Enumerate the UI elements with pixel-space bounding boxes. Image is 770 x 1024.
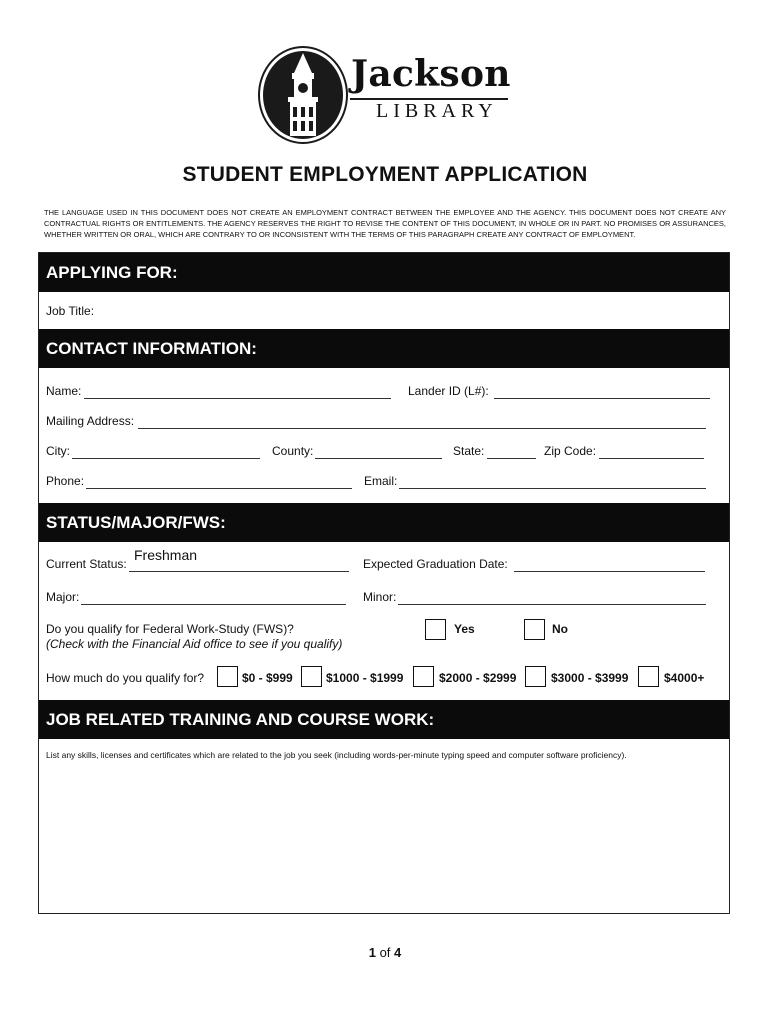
current-status-field[interactable] xyxy=(129,571,349,572)
range-4000-plus-checkbox[interactable] xyxy=(638,666,659,687)
major-field[interactable] xyxy=(81,604,346,605)
name-field[interactable] xyxy=(84,398,391,399)
range-1000-1999-checkbox[interactable] xyxy=(301,666,322,687)
fws-note: (Check with the Financial Aid office to see if you qualify) xyxy=(46,637,343,651)
phone-field[interactable] xyxy=(86,488,352,489)
county-label: County: xyxy=(272,444,314,458)
city-field[interactable] xyxy=(72,458,260,459)
current-status-label: Current Status: xyxy=(46,557,127,571)
city-label: City: xyxy=(46,444,70,458)
fws-no-label: No xyxy=(552,622,568,636)
page-title: STUDENT EMPLOYMENT APPLICATION xyxy=(182,163,588,186)
training-textarea[interactable] xyxy=(44,768,724,908)
page-total: 4 xyxy=(394,945,402,960)
graduation-date-label: Expected Graduation Date: xyxy=(363,557,508,571)
phone-label: Phone: xyxy=(46,474,85,488)
range-label: $0 - $999 xyxy=(242,671,293,685)
email-field[interactable] xyxy=(399,488,706,489)
job-title-label: Job Title: xyxy=(46,304,95,318)
section-header-applying: APPLYING FOR: xyxy=(39,253,729,292)
zip-label: Zip Code: xyxy=(544,444,597,458)
library-logo xyxy=(258,45,518,145)
current-status-value: Freshman xyxy=(134,547,198,563)
lander-id-field[interactable] xyxy=(494,398,710,399)
minor-label: Minor: xyxy=(363,590,397,604)
name-label: Name: xyxy=(46,384,82,398)
range-label: $3000 - $3999 xyxy=(551,671,629,685)
state-field[interactable] xyxy=(487,458,536,459)
zip-field[interactable] xyxy=(599,458,704,459)
range-label: $4000+ xyxy=(664,671,705,685)
page-current: 1 xyxy=(368,945,376,960)
range-label: $2000 - $2999 xyxy=(439,671,517,685)
job-title-field[interactable] xyxy=(103,317,703,318)
range-label: $1000 - $1999 xyxy=(326,671,404,685)
page-of: of xyxy=(379,945,391,960)
range-0-999-checkbox[interactable] xyxy=(217,666,238,687)
logo-wordmark: Jackson xyxy=(351,53,511,95)
fws-yes-label: Yes xyxy=(454,622,475,636)
email-label: Email: xyxy=(364,474,398,488)
mailing-address-label: Mailing Address: xyxy=(46,414,135,428)
application-form xyxy=(38,252,730,914)
disclaimer-text: THE LANGUAGE USED IN THIS DOCUMENT DOES NOT CREATE AN EMPLOYMENT CONTRACT BETWEEN THE EMPLOYEE AND THE AGENCY. THIS DOCUMENT DOES NOT CREATE ANY CONTRACTUAL RIGHTS OR ENTITLEMENTS. THE AGENCY RESERVES THE RIGHT TO REVISE THE CONTENT OF THIS DOCUMENT, IN WHOLE OR IN PART. NO PROMISES OR ASSURANCES, WHETHER WRITTEN OR ORAL, WHICH ARE CONTRARY TO OR INCONSISTENT WITH THE TERMS OF THIS PARAGRAPH CREATE ANY CONTRACT OF EMPLOYMENT. xyxy=(44,208,726,239)
lander-id-label: Lander ID (L#): xyxy=(408,384,489,398)
section-header-contact: CONTACT INFORMATION: xyxy=(39,329,729,368)
fws-no-checkbox[interactable] xyxy=(524,619,545,640)
fws-question: Do you qualify for Federal Work-Study (FWS)? xyxy=(46,622,294,636)
range-2000-2999-checkbox[interactable] xyxy=(413,666,434,687)
page-indicator xyxy=(0,945,770,960)
mailing-address-field[interactable] xyxy=(138,428,706,429)
minor-field[interactable] xyxy=(398,604,706,605)
fws-amount-question: How much do you qualify for? xyxy=(46,671,205,685)
state-label: State: xyxy=(453,444,485,458)
graduation-date-field[interactable] xyxy=(514,571,705,572)
major-label: Major: xyxy=(46,590,80,604)
training-instructions: List any skills, licenses and certificates which are related to the job you seek (including words-per-minute typing speed and computer software proficiency). xyxy=(46,750,627,760)
range-3000-3999-checkbox[interactable] xyxy=(525,666,546,687)
county-field[interactable] xyxy=(315,458,442,459)
section-header-training: JOB RELATED TRAINING AND COURSE WORK: xyxy=(39,700,729,739)
logo-subtitle: LIBRARY xyxy=(376,100,498,122)
fws-yes-checkbox[interactable] xyxy=(425,619,446,640)
section-header-status: STATUS/MAJOR/FWS: xyxy=(39,503,729,542)
